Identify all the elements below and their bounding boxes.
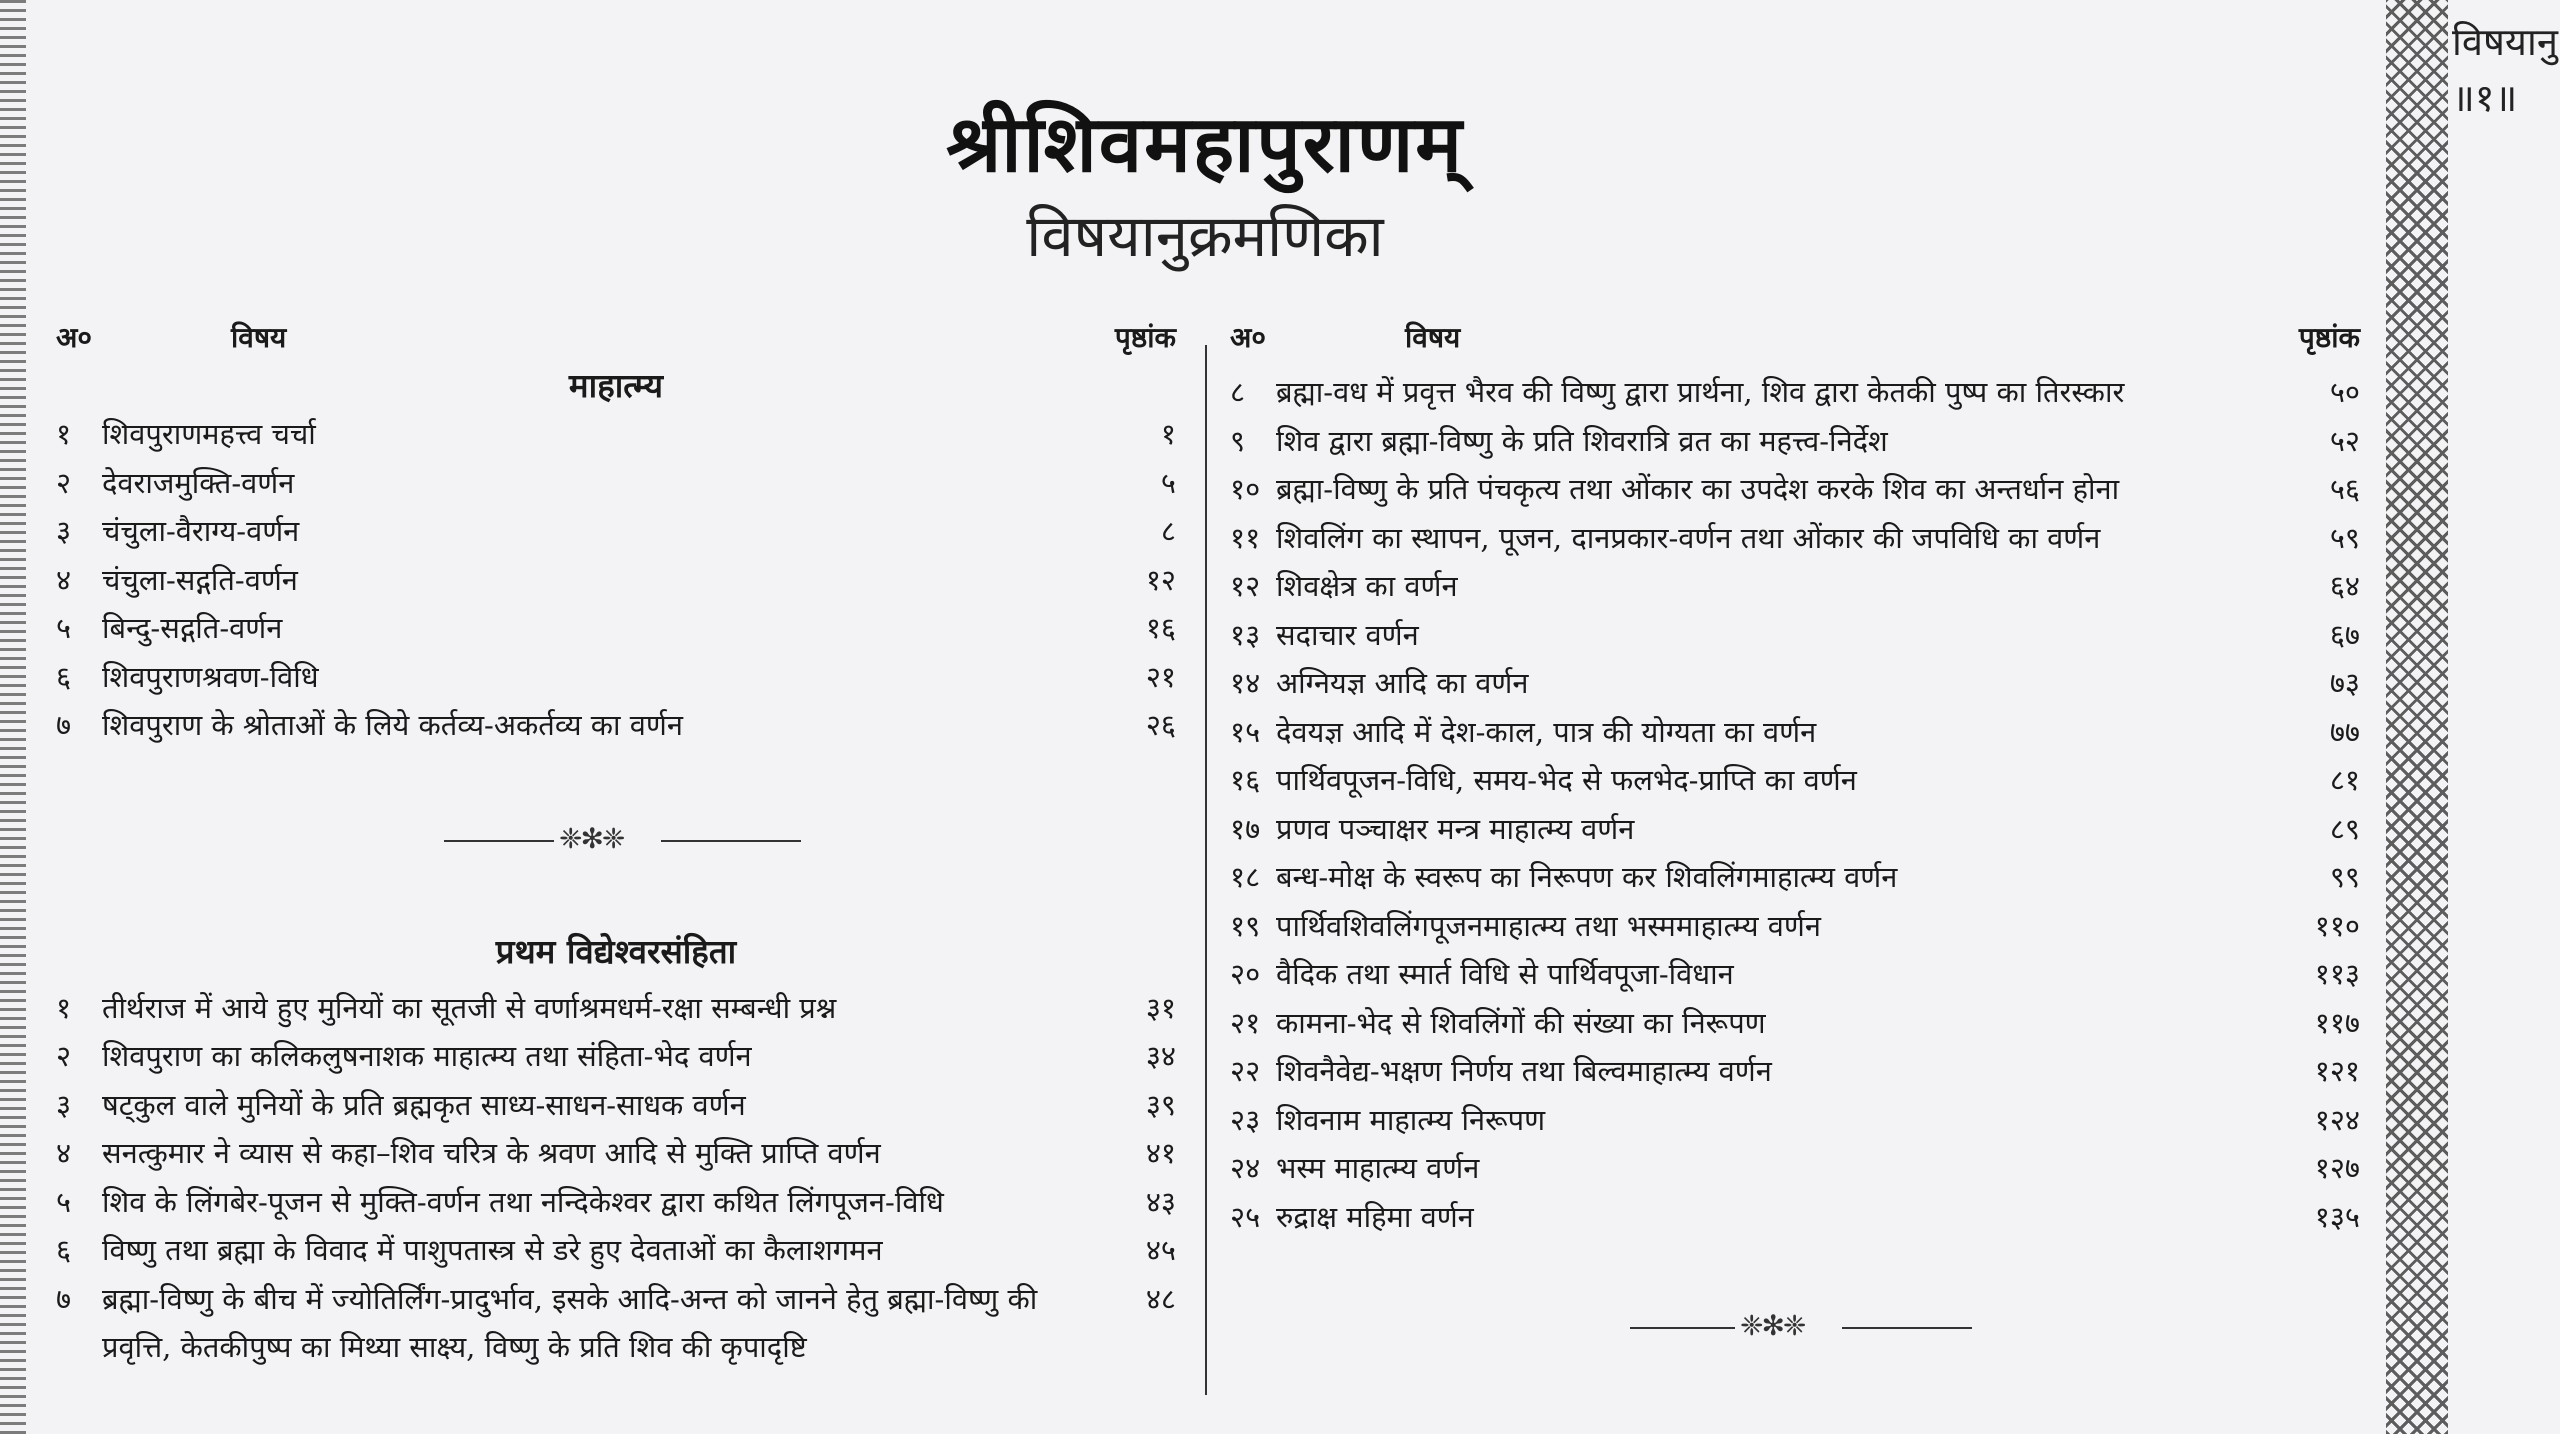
ornament-line-left	[1630, 1327, 1735, 1329]
page-number: २६	[1145, 708, 1176, 742]
toc-entry	[1230, 708, 2360, 757]
chapter-number: १	[56, 417, 72, 451]
continued-list	[1230, 368, 2360, 1241]
toc-entry	[1230, 611, 2360, 660]
chapter-number: १५	[1230, 714, 1261, 749]
page-number: १२४	[2314, 1102, 2360, 1137]
chapter-number: ४	[56, 1136, 72, 1170]
page-number: ३४	[1145, 1039, 1176, 1073]
page-number: ८	[1160, 514, 1176, 548]
page-number: १२७	[2314, 1151, 2360, 1185]
page-number: ५२	[2329, 423, 2360, 458]
chapter-subject: सदाचार वर्णन	[1276, 617, 1419, 652]
chapter-number: १३	[1230, 617, 1261, 652]
toc-entry	[1230, 1047, 2360, 1096]
chapter-number: १	[56, 990, 72, 1025]
chapter-subject: ब्रह्मा-विष्णु के बीच में ज्योतिर्लिंग-प्रादुर्भाव, इसके आदि-अन्त को जानने हेतु ब्रह्मा-विष्णु की प्रवृत्ति, केतकीपुष्प का मिथ्या साक्ष्य, विष्णु के प्रति शिव की कृपादृष्टि	[102, 1281, 1038, 1364]
page-number: १२	[1145, 562, 1176, 597]
chapter-number: १८	[1230, 860, 1261, 894]
chapter-subject: पार्थिवशिवलिंगपूजनमाहात्म्य तथा भस्ममाहात्म्य वर्णन	[1276, 908, 1821, 943]
toc-entry	[1230, 368, 2360, 417]
toc-entry	[1230, 902, 2360, 951]
page-number: १३५	[2314, 1199, 2360, 1234]
chapter-subject: देवराजमुक्ति-वर्णन	[102, 465, 295, 500]
toc-entry	[56, 984, 1176, 1033]
chapter-number: २	[56, 465, 72, 500]
page-number: १	[1160, 417, 1176, 451]
toc-entry	[1230, 999, 2360, 1048]
chapter-subject: शिवलिंग का स्थापन, पूजन, दानप्रकार-वर्णन तथा ओंकार की जपविधि का वर्णन	[1276, 520, 2101, 555]
side-tab-page-number: ॥१॥	[2452, 76, 2518, 120]
chapter-number: २१	[1230, 1005, 1261, 1040]
chapter-subject: शिवपुराणमहत्त्व चर्चा	[102, 417, 316, 451]
chapter-subject: बन्ध-मोक्ष के स्वरूप का निरूपण कर शिवलिंगमाहात्म्य वर्णन	[1276, 860, 1898, 894]
chapter-subject: शिवनैवेद्य-भक्षण निर्णय तथा बिल्वमाहात्म्य वर्णन	[1276, 1054, 1772, 1088]
chapter-subject: प्रणव पञ्चाक्षर मन्त्र माहात्म्य वर्णन	[1276, 811, 1635, 846]
chapter-subject: अग्नियज्ञ आदि का वर्णन	[1276, 666, 1529, 700]
page-number: ३१	[1145, 990, 1176, 1025]
toc-entry	[1230, 465, 2360, 514]
toc-entry	[56, 701, 1176, 750]
side-tab-label: विषयानु	[2452, 20, 2558, 64]
ornament-line-right	[661, 840, 801, 842]
chapter-subject: पार्थिवपूजन-विधि, समय-भेद से फलभेद-प्राप्ति का वर्णन	[1276, 763, 1857, 797]
book-title: श्रीशिवमहापुराणम्	[946, 99, 1464, 190]
chapter-subject: भस्म माहात्म्य वर्णन	[1276, 1151, 1480, 1185]
chapter-number: १२	[1230, 569, 1261, 603]
chapter-subject: बिन्दु-सद्गति-वर्णन	[102, 611, 283, 645]
ornament-flourish: ❈✻❈	[559, 821, 624, 855]
page-number: ४३	[1145, 1184, 1176, 1219]
toc-entry	[1230, 514, 2360, 563]
page-number: ११०	[2314, 908, 2360, 943]
toc-entry	[56, 1178, 1176, 1227]
chapter-number: ६	[56, 659, 72, 694]
chapter-subject: शिवनाम माहात्म्य निरूपण	[1276, 1102, 1546, 1137]
toc-entry	[56, 1081, 1176, 1130]
toc-entry	[1230, 1193, 2360, 1242]
chapter-number: ५	[56, 1184, 72, 1219]
mahatmya-list	[56, 410, 1176, 750]
toc-entry	[56, 459, 1176, 508]
chapter-number: १६	[1230, 763, 1261, 797]
header-page: पृष्ठांक	[2298, 321, 2360, 354]
page-number: १६	[1145, 611, 1176, 645]
section-ornament	[56, 816, 1176, 866]
page-number: ८९	[2329, 811, 2360, 846]
toc-entry	[1230, 853, 2360, 902]
header-subject: विषय	[231, 321, 287, 354]
toc-entry	[1230, 1096, 2360, 1145]
chapter-number: ५	[56, 611, 72, 645]
toc-entry	[1230, 659, 2360, 708]
chapter-number: ३	[56, 1087, 72, 1122]
page-number: ११७	[2314, 1005, 2360, 1040]
toc-entry	[1230, 417, 2360, 466]
page-number: ९९	[2329, 860, 2360, 894]
chapter-number: २०	[1230, 957, 1261, 991]
chapter-subject: चंचुला-वैराग्य-वर्णन	[102, 514, 300, 548]
section-title-mahatmya: माहात्म्य	[568, 366, 664, 405]
vidyeshvar-list	[56, 984, 1176, 1372]
header-subject: विषय	[1405, 321, 1461, 354]
page-number: ५०	[2329, 375, 2360, 409]
page-number: ३९	[1145, 1087, 1176, 1122]
page-number: १२१	[2314, 1054, 2360, 1088]
chapter-subject: शिवक्षेत्र का वर्णन	[1276, 569, 1458, 603]
toc-entry	[56, 410, 1176, 459]
chapter-number: २५	[1230, 1199, 1261, 1234]
toc-entry	[56, 653, 1176, 702]
chapter-subject: शिवपुराण का कलिकलुषनाशक माहात्म्य तथा संहिता-भेद वर्णन	[102, 1039, 752, 1073]
chapter-subject: देवयज्ञ आदि में देश-काल, पात्र की योग्यता का वर्णन	[1276, 714, 1817, 749]
section-ornament-bottom	[1230, 1303, 2360, 1353]
chapter-subject: चंचुला-सद्गति-वर्णन	[102, 562, 298, 597]
chapter-number: ६	[56, 1233, 72, 1267]
page-number: ११३	[2314, 957, 2360, 991]
chapter-number: २	[56, 1039, 72, 1073]
left-column	[56, 318, 1176, 1372]
page-number: ७३	[2329, 666, 2360, 700]
column-divider	[1205, 345, 1207, 1395]
right-column-header	[1230, 318, 2360, 362]
page-number: २१	[1145, 659, 1176, 694]
toc-entry	[56, 507, 1176, 556]
chapter-number: १९	[1230, 908, 1261, 943]
chapter-number: ७	[56, 708, 72, 742]
page-number: ४५	[1145, 1233, 1176, 1267]
chapter-subject: वैदिक तथा स्मार्त विधि से पार्थिवपूजा-विधान	[1276, 957, 1734, 991]
header-chapter-no: अ०	[1230, 321, 1266, 354]
toc-entry	[1230, 756, 2360, 805]
chapter-subject: कामना-भेद से शिवलिंगों की संख्या का निरूपण	[1276, 1005, 1766, 1040]
page-number: ७७	[2329, 714, 2360, 749]
chapter-number: २२	[1230, 1054, 1261, 1088]
chapter-subject: ब्रह्मा-विष्णु के प्रति पंचकृत्य तथा ओंकार का उपदेश करके शिव का अन्तर्धान होना	[1276, 472, 2120, 506]
chapter-number: ४	[56, 562, 72, 597]
toc-entry	[1230, 562, 2360, 611]
chapter-number: १७	[1230, 811, 1261, 846]
page-number: ५९	[2329, 520, 2360, 555]
chapter-subject: सनत्कुमार ने व्यास से कहा–शिव चरित्र के श्रवण आदि से मुक्ति प्राप्ति वर्णन	[102, 1136, 881, 1170]
chapter-number: २३	[1230, 1102, 1261, 1137]
chapter-number: ११	[1230, 520, 1261, 555]
page-number: ४८	[1145, 1281, 1176, 1316]
section-title-vidyeshvar: प्रथम विद्येश्वरसंहिता	[495, 931, 737, 971]
side-tab	[2452, 14, 2560, 126]
toc-entry	[1230, 805, 2360, 854]
chapter-subject: रुद्राक्ष महिमा वर्णन	[1276, 1199, 1474, 1234]
contents-subtitle: विषयानुक्रमणिका	[1026, 202, 1384, 270]
toc-entry	[56, 556, 1176, 605]
right-column	[1230, 318, 2360, 1385]
chapter-subject: विष्णु तथा ब्रह्मा के विवाद में पाशुपतास्त्र से डरे हुए देवताओं का कैलाशगमन	[102, 1233, 883, 1267]
chapter-subject: शिव के लिंगबेर-पूजन से मुक्ति-वर्णन तथा नन्दिकेश्वर द्वारा कथित लिंगपूजन-विधि	[102, 1184, 944, 1219]
page-number: ५६	[2329, 472, 2360, 506]
chapter-number: ३	[56, 514, 72, 548]
chapter-subject: शिव द्वारा ब्रह्मा-विष्णु के प्रति शिवरात्रि व्रत का महत्त्व-निर्देश	[1276, 423, 1888, 458]
page-number: ६४	[2329, 569, 2360, 603]
chapter-number: ७	[56, 1281, 72, 1316]
chapter-number: ८	[1230, 375, 1246, 409]
chapter-number: १४	[1230, 666, 1261, 700]
ornament-line-left	[444, 840, 554, 842]
chapter-number: २४	[1230, 1151, 1261, 1185]
chapter-subject: ब्रह्मा-वध में प्रवृत्त भैरव की विष्णु द्वारा प्रार्थना, शिव द्वारा केतकी पुष्प का तिरस्कार	[1276, 375, 2125, 409]
toc-entry	[56, 1226, 1176, 1275]
toc-entry	[56, 1032, 1176, 1081]
ornament-flourish: ❈✻❈	[1740, 1309, 1805, 1342]
toc-entry	[56, 1129, 1176, 1178]
header-page: पृष्ठांक	[1114, 321, 1176, 354]
toc-entry	[56, 1275, 1176, 1372]
header-chapter-no: अ०	[56, 321, 92, 354]
page-number: ८१	[2329, 763, 2360, 797]
toc-entry	[1230, 1144, 2360, 1193]
left-column-header	[56, 318, 1176, 362]
toc-entry	[1230, 950, 2360, 999]
chapter-number: १०	[1230, 472, 1261, 506]
chapter-subject: षट्कुल वाले मुनियों के प्रति ब्रह्मकृत साध्य-साधन-साधक वर्णन	[102, 1087, 746, 1122]
ornament-line-right	[1842, 1327, 1972, 1329]
toc-entry	[56, 604, 1176, 653]
chapter-number: ९	[1230, 423, 1246, 458]
page-number: ४१	[1145, 1136, 1176, 1170]
page-number: ५	[1160, 465, 1176, 500]
chapter-subject: शिवपुराण के श्रोताओं के लिये कर्तव्य-अकर्तव्य का वर्णन	[102, 708, 683, 742]
page-number: ६७	[2329, 617, 2360, 652]
chapter-subject: शिवपुराणश्रवण-विधि	[102, 659, 319, 694]
chapter-subject: तीर्थराज में आये हुए मुनियों का सूतजी से वर्णाश्रमधर्म-रक्षा सम्बन्धी प्रश्न	[102, 990, 837, 1025]
